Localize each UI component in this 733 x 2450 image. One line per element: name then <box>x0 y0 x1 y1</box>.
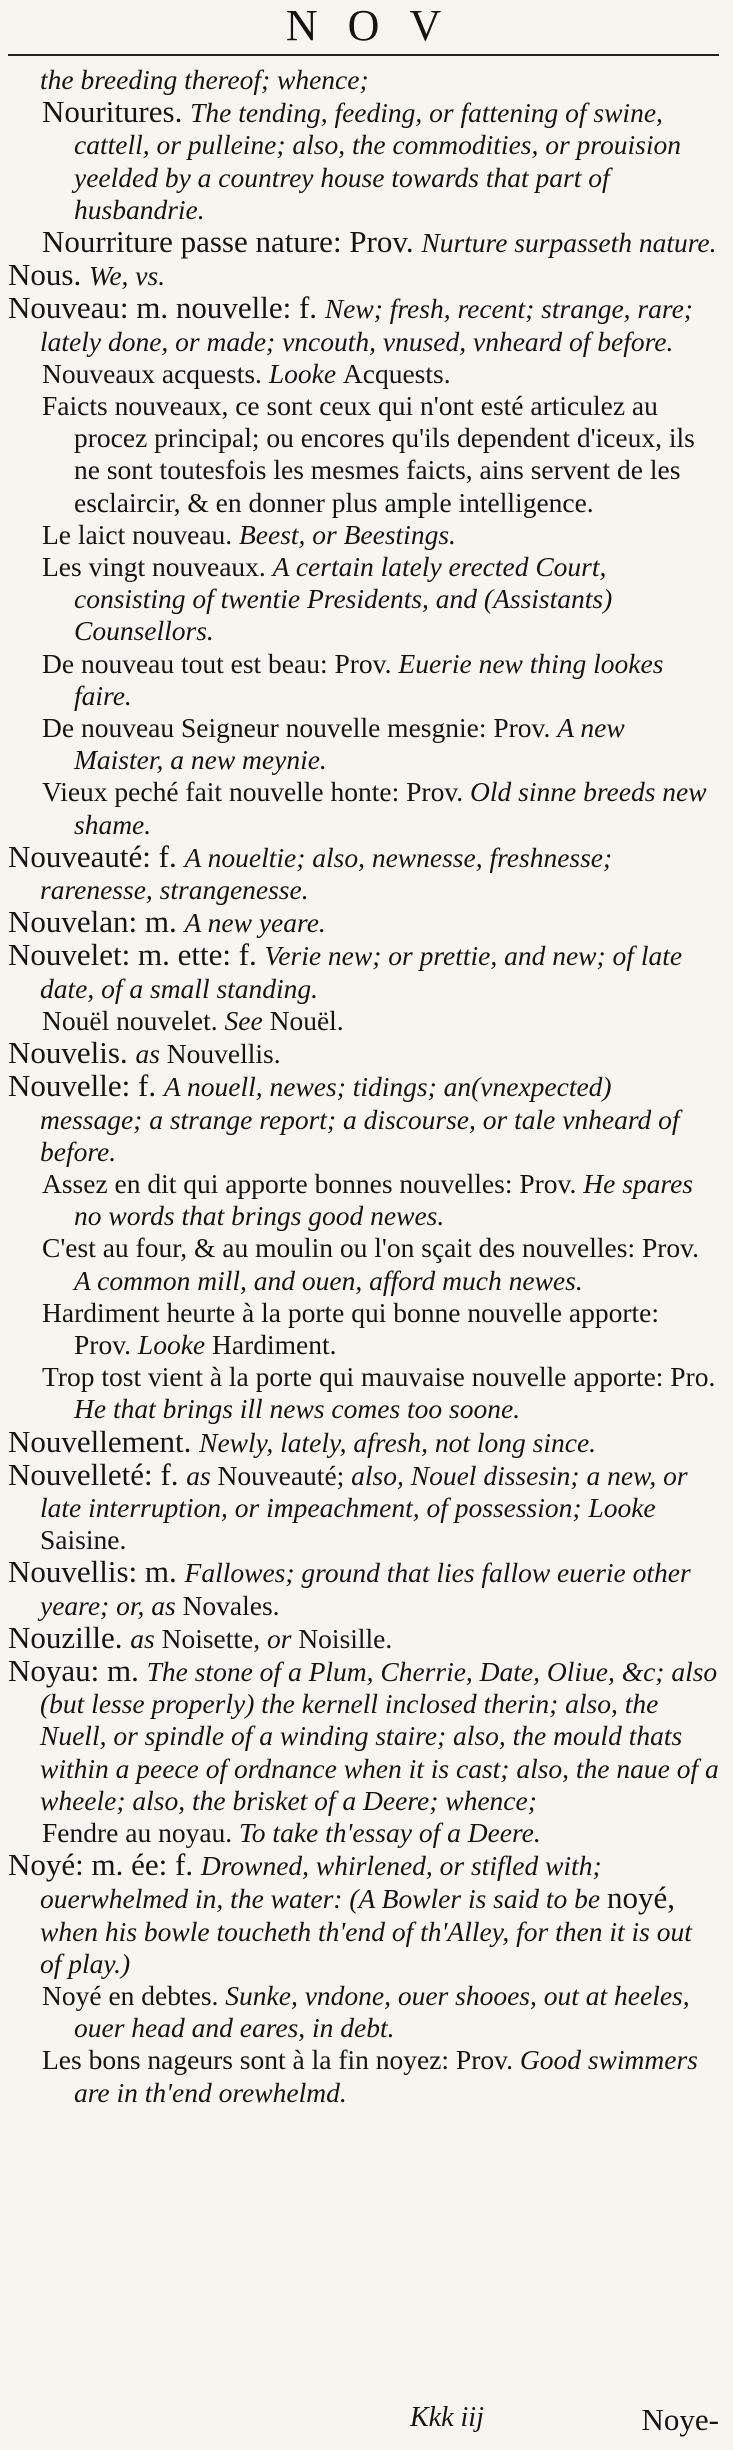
entry-assez-en-dit <box>8 1168 719 1232</box>
definition: The tending, feeding, or fattening of swine, cattell, or pulleine; also, the commodities, or prouision yeelded by a countrey house towards that part of husbandrie. <box>74 97 681 225</box>
phrase: Les bons nageurs sont à la fin noyez: Prov. <box>42 2044 520 2076</box>
phrase: Hardiment. <box>212 1328 337 1360</box>
phrase: Nouveauté; <box>217 1459 352 1491</box>
headword: Nouvelleté: f. <box>8 1456 187 1492</box>
phrase: Nouël nouvelet. <box>42 1004 225 1036</box>
definition: We, vs. <box>88 260 166 292</box>
phrase: Noisille. <box>298 1622 393 1654</box>
header-rule <box>8 54 719 56</box>
definition: Drowned, whirlened, or stifled with; ouerwhelmed in, the water: (A Bowler is said to be <box>40 1850 607 1915</box>
phrase: Les vingt nouveaux. <box>42 551 273 583</box>
phrase: De nouveau tout est beau: Prov. <box>42 647 399 679</box>
definition: A noueltie; also, newnesse, freshnesse; rarenesse, strangenesse. <box>40 841 613 906</box>
definition: Verie new; or prettie, and new; of late date, of a small standing. <box>40 940 683 1004</box>
phrase: Saisine. <box>40 1524 127 1556</box>
entry-nourriture-prov <box>8 226 719 259</box>
entry-list <box>8 64 719 2109</box>
definition: as <box>135 1038 167 1070</box>
entry-nouvelet <box>8 939 719 1004</box>
page-footer <box>0 2402 733 2442</box>
headword: Noyau: m. <box>8 1652 147 1688</box>
phrase: Hardiment heurte à la porte qui bonne nouvelle apporte: Prov. <box>42 1296 660 1360</box>
definition: Euerie new thing lookes faire. <box>74 647 664 711</box>
definition: To take th'essay of a Deere. <box>239 1816 541 1848</box>
entry-nouvelle <box>8 1070 719 1168</box>
running-head: NOV <box>285 1 472 50</box>
catchword: Noye- <box>641 2402 719 2437</box>
entry-nouveaux-acquests <box>8 358 719 390</box>
entry-nouzille <box>8 1619 719 1655</box>
entry-nouveau <box>8 292 719 357</box>
phrase: Acquests. <box>342 357 451 389</box>
definition: He that brings ill news comes too soone. <box>74 1393 521 1425</box>
headword: Nouvelan: m. <box>8 904 185 940</box>
entry-de-nouveau-beau <box>8 648 719 712</box>
signature-mark: Kkk iij <box>410 2402 484 2433</box>
entry-nouveaute <box>8 838 719 906</box>
entry-faicts-nouveaux <box>8 390 719 519</box>
entry-noye-en-debtes <box>8 1980 719 2044</box>
entry-hardiment <box>8 1297 719 1361</box>
headword: Nouvellement. <box>8 1423 200 1459</box>
entry-nouvellement <box>8 1423 719 1459</box>
definition: See <box>224 1004 270 1036</box>
definition: New; fresh, recent; strange, rare; lately done, or made; vncouth, vnused, vnheard of before. <box>40 293 693 357</box>
definition: Old sinne breeds new shame. <box>74 776 707 840</box>
phrase: Noyé en debtes. <box>42 1979 226 2011</box>
headword: Nouveau: m. nouvelle: f. <box>8 290 325 326</box>
phrase: Assez en dit qui apporte bonnes nouvelles: Prov. <box>42 1167 584 1199</box>
definition: A new Maister, a new meynie. <box>74 712 625 776</box>
entry-nous <box>8 259 719 292</box>
definition: Beest, or Beestings. <box>239 518 456 550</box>
definition: as <box>130 1622 162 1654</box>
phrase: Noisette, <box>161 1622 267 1654</box>
definition: the breeding thereof; whence; <box>40 64 369 95</box>
headword: Nourriture passe nature: Prov. <box>42 224 422 260</box>
definition: Sunke, vndone, ouer shooes, out at heeles, ouer head and eares, in debt. <box>74 1979 690 2044</box>
headword: Nouzille. <box>8 1619 131 1655</box>
headword: Nouvellis: m. <box>8 1554 185 1590</box>
headword: Nouvelle: f. <box>8 1068 164 1104</box>
definition: Fallowes; ground that lies fallow euerie other yeare; or, as <box>40 1557 691 1621</box>
entry-laict-nouveau <box>8 519 719 551</box>
phrase: Trop tost vient à la porte qui mauvaise nouvelle apporte: Pro. <box>42 1361 716 1393</box>
definition: Looke <box>137 1328 213 1360</box>
definition: Newly, lately, afresh, not long since. <box>199 1426 597 1458</box>
phrase: Le laict nouveau. <box>42 518 239 550</box>
entry-fendre-au-noyau <box>8 1817 719 1849</box>
phrase: Nouël. <box>269 1004 344 1036</box>
phrase: Fendre au noyau. <box>42 1816 240 1848</box>
definition: as <box>186 1459 218 1491</box>
headword: noyé, <box>607 1880 676 1916</box>
headword: Nouvelet: m. ette: f. <box>8 937 265 973</box>
entry-cont-breeding <box>8 64 719 96</box>
entry-vingt-nouveaux <box>8 551 719 648</box>
entry-nouvellis <box>8 1556 719 1621</box>
definition: A nouell, newes; tidings; an(vnexpected) message; a strange report; a discourse, or tale vnheard of before. <box>40 1071 680 1167</box>
phrase: Novales. <box>182 1589 280 1621</box>
definition: He spares no words that brings good newes. <box>74 1167 693 1232</box>
entry-vieux-peche <box>8 776 719 840</box>
headword: Nous. <box>8 257 89 293</box>
phrase: Nouveaux acquests. <box>42 357 269 389</box>
entry-de-nouveau-seigneur <box>8 712 719 776</box>
entry-trop-tost <box>8 1361 719 1425</box>
entry-au-four <box>8 1232 719 1296</box>
definition: Good swimmers are in th'end orewhelmd. <box>74 2044 698 2108</box>
phrase: Faicts nouveaux, ce sont ceux qui n'ont esté articulez au procez principal; ou encores qu'ils dependent d'iceux, ils ne sont toutesfois les mesmes faicts, ains servent de les esclaircir, & en donner plus ample intelligence. <box>42 390 695 518</box>
headword: Noyé: m. ée: f. <box>8 1847 201 1883</box>
definition: Nurture surpasseth nature. <box>421 227 717 259</box>
definition: or <box>266 1622 299 1654</box>
definition: Looke <box>268 357 343 389</box>
definition: A new yeare. <box>184 907 326 939</box>
definition: A common mill, and ouen, afford much newes. <box>74 1264 583 1296</box>
entry-bons-nageurs <box>8 2044 719 2108</box>
entry-nouvellete <box>8 1456 719 1557</box>
entry-noye <box>8 1849 719 1980</box>
definition: A certain lately erected Court, consisting of twentie Presidents, and (Assistants) Counsellors. <box>74 551 613 647</box>
phrase: Vieux peché fait nouvelle honte: Prov. <box>42 776 471 808</box>
headword: Nouveauté: f. <box>8 838 185 874</box>
phrase: Nouvellis. <box>166 1038 281 1070</box>
entry-nouvelan <box>8 906 719 939</box>
definition: also, Nouel dissesin; a new, or late interruption, or impeachment, of possession; Looke <box>40 1459 688 1523</box>
entry-nouvelis <box>8 1037 719 1070</box>
entry-nouritures <box>8 96 719 226</box>
entry-noyau <box>8 1652 719 1817</box>
headword: Nouvelis. <box>8 1035 136 1071</box>
phrase: C'est au four, & au moulin ou l'on sçait des nouvelles: Prov. <box>42 1232 700 1264</box>
definition: when his bowle toucheth th'end of th'Alley, for then it is out of play.) <box>40 1915 692 1979</box>
definition: The stone of a Plum, Cherrie, Date, Oliue, &c; also (but lesse properly) the kernell inclosed therin; also, the Nuell, or spindle of a winding staire; also, the mould thats within a peece of ordnance when it is cast; also, the naue of a wheele; also, the brisket of a Deere; whence; <box>40 1655 719 1816</box>
phrase: De nouveau Seigneur nouvelle mesgnie: Prov. <box>42 712 558 744</box>
entry-nouel-nouvelet <box>8 1005 719 1037</box>
headword: Nouritures. <box>42 94 191 130</box>
